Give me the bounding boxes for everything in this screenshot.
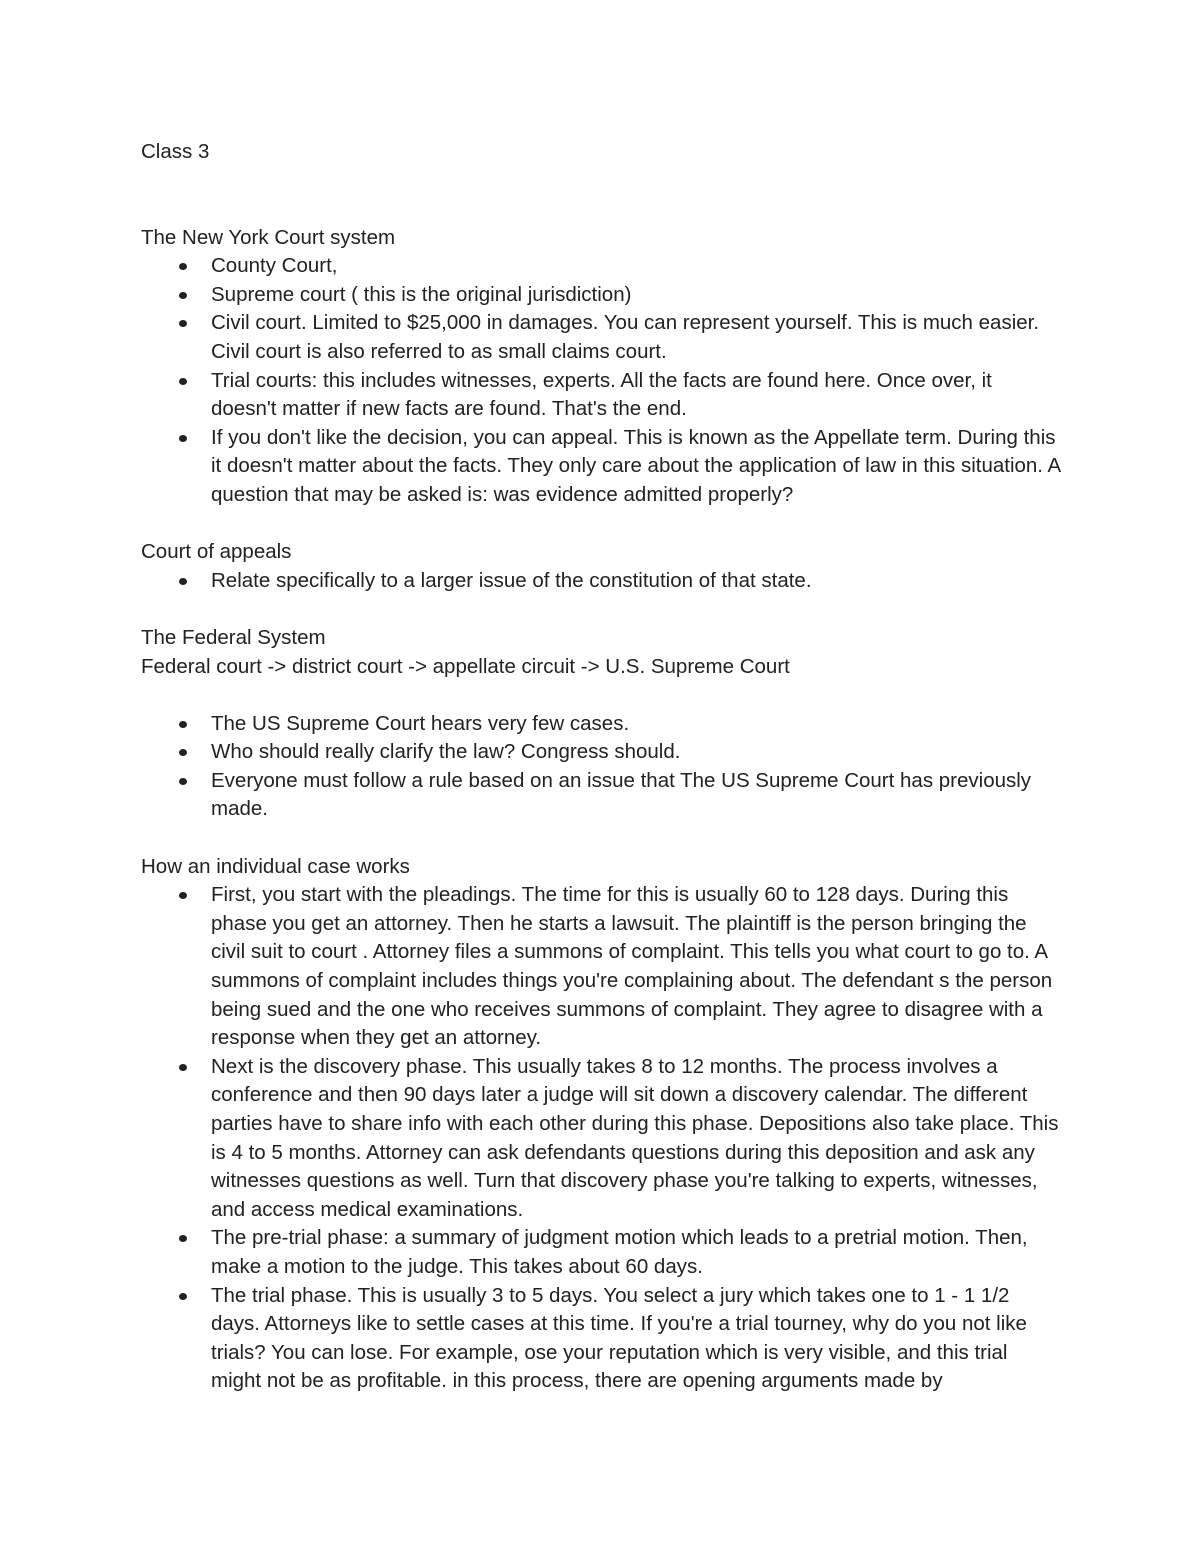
section-heading-ny-court-system: The New York Court system	[141, 225, 396, 249]
section-heading-individual-case: How an individual case works	[141, 854, 410, 878]
spacer	[141, 595, 1061, 624]
bullet-list-individual-case	[141, 881, 1061, 1396]
bullet-list-ny-court-system	[141, 252, 1061, 509]
bullet-item: If you don't like the decision, you can appeal. This is known as the Appellate term. During this it doesn't matter about the facts. They only care about the application of law in this situation. A question that may be asked is: was evidence admitted properly?	[211, 424, 1061, 510]
bullet-item: First, you start with the pleadings. The time for this is usually 60 to 128 days. During this phase you get an attorney. Then he starts a lawsuit. The plaintiff is the person bringing the civil suit to court . Attorney files a summons of complaint. This tells you what court to go to. A summons of complaint includes things you're complaining about. The defendant s the person being sued and the one who receives summons of complaint. They agree to disagree with a response when they get an attorney.	[211, 881, 1061, 1053]
federal-court-hierarchy-line: Federal court -> district court -> appellate circuit -> U.S. Supreme Court	[141, 654, 790, 678]
bullet-item: County Court,	[211, 252, 1061, 281]
document-title: Class 3	[141, 140, 210, 163]
spacer	[141, 824, 1061, 853]
bullet-item: Everyone must follow a rule based on an issue that The US Supreme Court has previously made.	[211, 767, 1061, 824]
bullet-list-federal-system	[141, 710, 1061, 824]
bullet-item: Trial courts: this includes witnesses, experts. All the facts are found here. Once over, it doesn't matter if new facts are found. That's the end.	[211, 367, 1061, 424]
document-page	[141, 138, 1061, 1396]
bullet-item: Relate specifically to a larger issue of the constitution of that state.	[211, 567, 1061, 596]
bullet-item: Next is the discovery phase. This usually takes 8 to 12 months. The process involves a conference and then 90 days later a judge will sit down a discovery calendar. The different parties have to share info with each other during this phase. Depositions also take place. This is 4 to 5 months. Attorney can ask defendants questions during this deposition and ask any witnesses questions as well. Turn that discovery phase you're talking to experts, witnesses, and access medical examinations.	[211, 1053, 1061, 1225]
bullet-item: The pre-trial phase: a summary of judgment motion which leads to a pretrial motion. Then, make a motion to the judge. This takes about 60 days.	[211, 1224, 1061, 1281]
section-heading-federal-system: The Federal System	[141, 625, 326, 649]
spacer	[141, 681, 1061, 710]
spacer	[141, 167, 1061, 224]
bullet-item: The trial phase. This is usually 3 to 5 days. You select a jury which takes one to 1 - 1 1/2 days. Attorneys like to settle cases at this time. If you're a trial tourney, why do you not like trials? You can lose. For example, ose your reputation which is very visible, and this trial might not be as profitable. in this process, there are opening arguments made by	[211, 1282, 1061, 1396]
bullet-item: Civil court. Limited to $25,000 in damages. You can represent yourself. This is much easier. Civil court is also referred to as small claims court.	[211, 309, 1061, 366]
section-heading-court-of-appeals: Court of appeals	[141, 540, 292, 564]
bullet-item: Who should really clarify the law? Congress should.	[211, 738, 1061, 767]
bullet-list-court-of-appeals	[141, 567, 1061, 596]
bullet-item: The US Supreme Court hears very few cases.	[211, 710, 1061, 739]
spacer	[141, 510, 1061, 539]
bullet-item: Supreme court ( this is the original jurisdiction)	[211, 281, 1061, 310]
